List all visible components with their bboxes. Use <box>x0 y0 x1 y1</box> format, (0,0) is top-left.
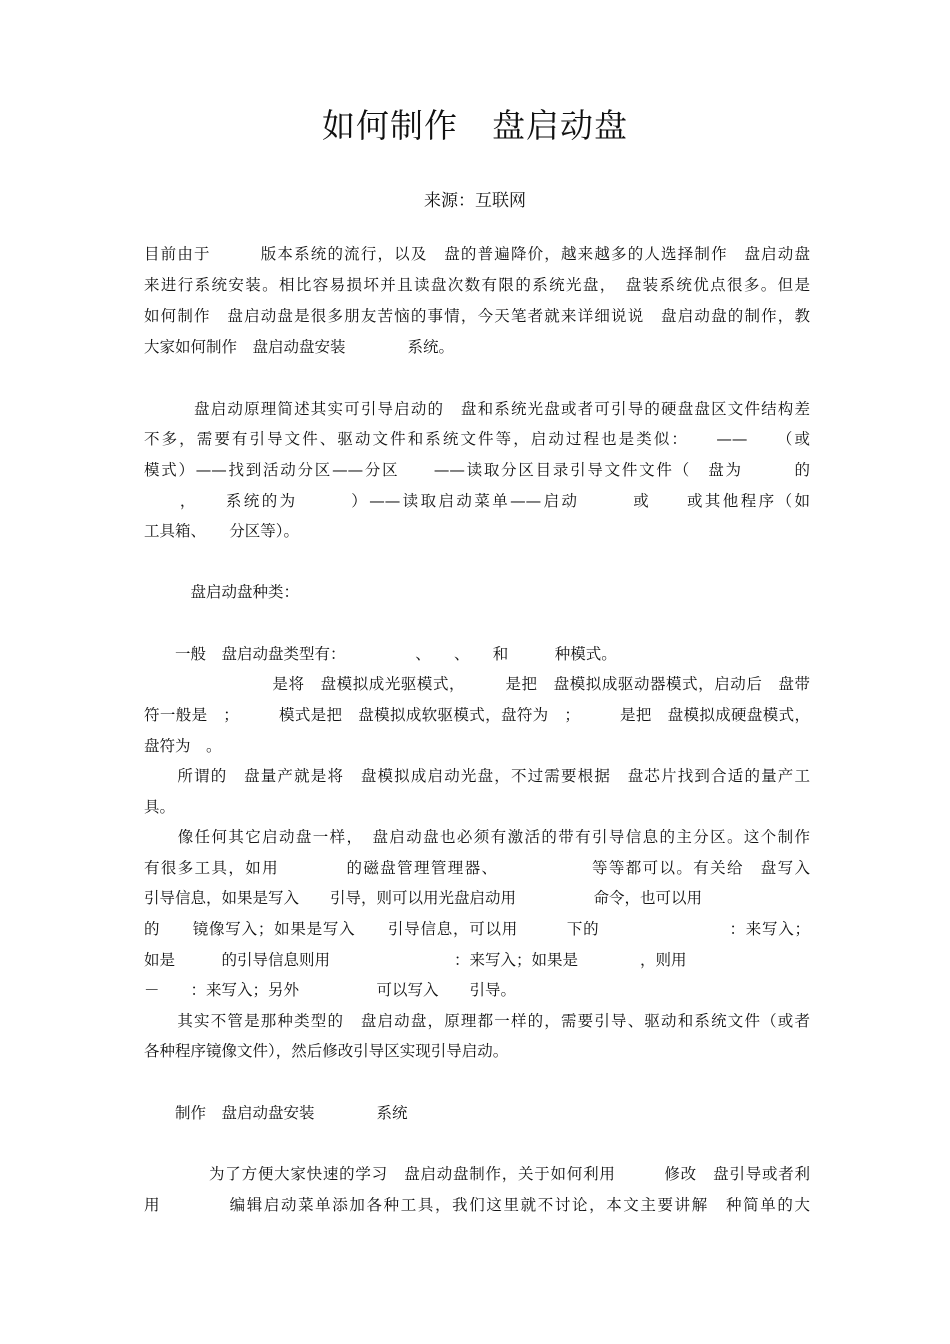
paragraph-line: 为了方便大家快速的学习 盘启动盘制作，关于如何利用 修改 盘引导或者利 <box>144 1165 810 1183</box>
paragraph-line: 所谓的 盘量产就是将 盘模拟成启动光盘，不过需要根据 盘芯片找到合适的量产工 <box>144 767 810 785</box>
paragraph-line: 工具箱、 分区等）。 <box>144 522 300 540</box>
paragraph-line: 盘符为 。 <box>144 737 222 755</box>
paragraph-line: 如何制作 盘启动盘是很多朋友苦恼的事情，今天笔者就来详细说说 盘启动盘的制作，教 <box>144 307 810 325</box>
paragraph-line: 来进行系统安装。相比容易损坏并且读盘次数有限的系统光盘， 盘装系统优点很多。但是 <box>144 276 810 294</box>
paragraph-line: ， 系统的为 ）——读取启动菜单——启动 或 或其他程序（如 <box>144 492 810 510</box>
paragraph-line: 用 编辑启动菜单添加各种工具，我们这里就不讨论，本文主要讲解 种简单的大 <box>144 1196 810 1214</box>
paragraph-line: 盘启动原理简述其实可引导启动的 盘和系统光盘或者可引导的硬盘盘区文件结构差 <box>144 400 810 418</box>
paragraph-line: 模式）——找到活动分区——分区 ——读取分区目录引导文件文件（ 盘为 的 <box>144 461 810 479</box>
paragraph-line: 是将 盘模拟成光驱模式， 是把 盘模拟成驱动器模式，启动后 盘带 <box>144 675 810 693</box>
paragraph-line: 不多，需要有引导文件、驱动文件和系统文件等，启动过程也是类似： —— （或 <box>144 430 810 448</box>
paragraph-line: 引导信息，如果是写入 引导，则可以用光盘启动用 命令，也可以用 <box>144 889 703 907</box>
section-heading: 制作 盘启动盘安装 系统 <box>144 1104 408 1122</box>
paragraph-line: 其实不管是那种类型的 盘启动盘，原理都一样的，需要引导、驱动和系统文件（或者 <box>144 1012 810 1030</box>
paragraph-line: 符一般是 ； 模式是把 盘模拟成软驱模式，盘符为 ； 是把 盘模拟成硬盘模式， <box>144 706 810 724</box>
paragraph-line: 目前由于 版本系统的流行，以及 盘的普遍降价，越来越多的人选择制作 盘启动盘 <box>144 245 810 263</box>
paragraph-line: 的 镜像写入；如果是写入 引导信息，可以用 下的 ：来写入； <box>144 920 810 938</box>
paragraph-line: 像任何其它启动盘一样， 盘启动盘也必须有激活的带有引导信息的主分区。这个制作 <box>144 828 810 846</box>
paragraph-line: 一般 盘启动盘类型有： 、 、 和 种模式。 <box>144 645 617 663</box>
paragraph-line: 大家如何制作 盘启动盘安装 系统。 <box>144 338 455 356</box>
section-heading: 盘启动盘种类： <box>144 583 300 601</box>
paragraph-line: － ：来写入；另外 可以写入 引导。 <box>144 981 517 999</box>
page-title: 如何制作 盘启动盘 <box>322 106 628 145</box>
paragraph-line: 有很多工具，如用 的磁盘管理管理器、 等等都可以。有关给 盘写入 <box>144 859 810 877</box>
paragraph-line: 如是 的引导信息则用 ：来写入；如果是 ，则用 <box>144 951 687 969</box>
paragraph-line: 具。 <box>144 798 176 816</box>
source-line: 来源：互联网 <box>424 191 526 211</box>
paragraph-line: 各种程序镜像文件），然后修改引导区实现引导启动。 <box>144 1042 509 1060</box>
